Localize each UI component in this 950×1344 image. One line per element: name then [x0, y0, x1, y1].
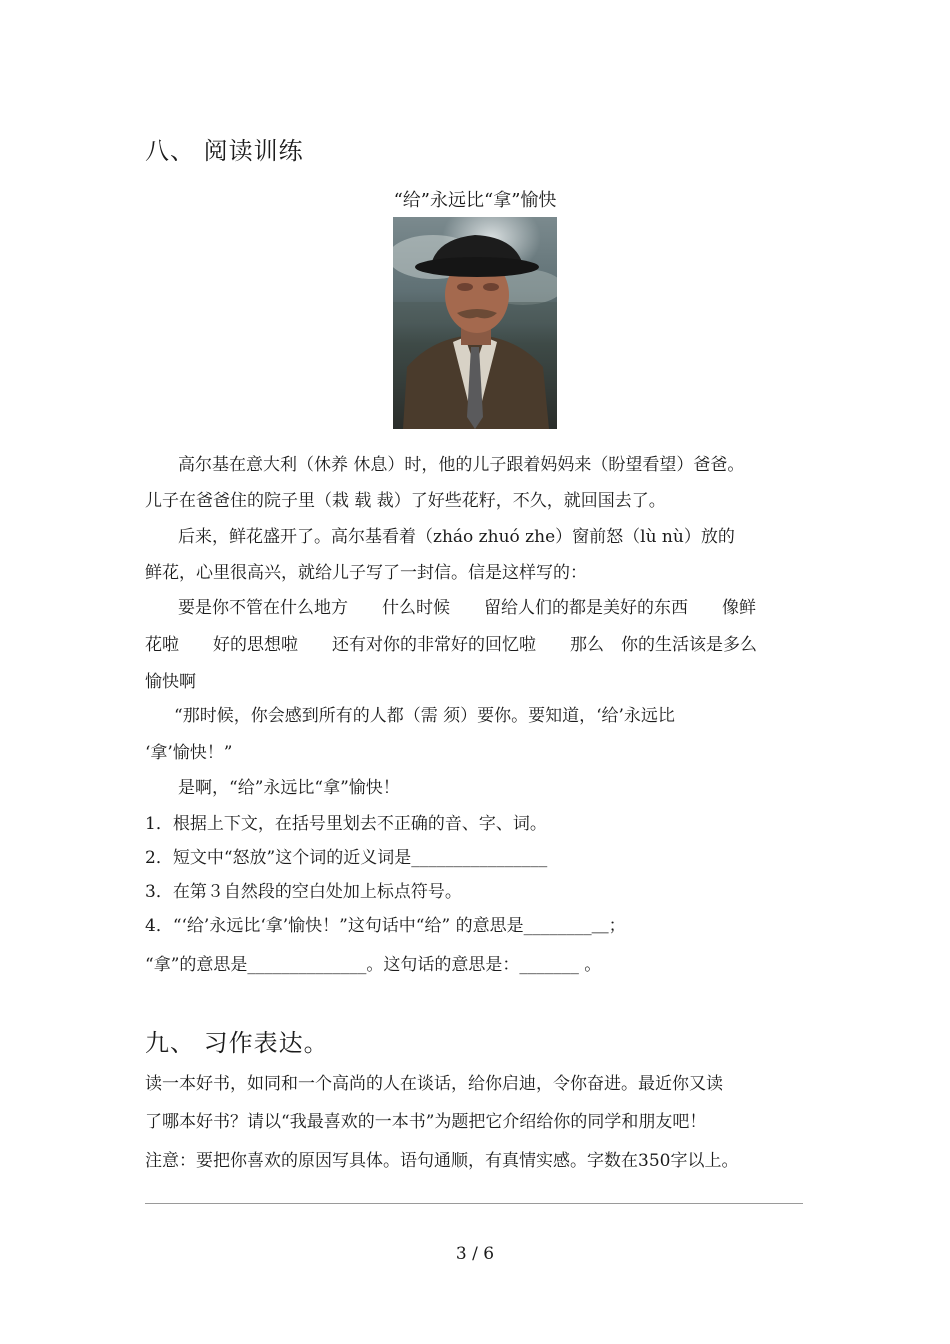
- story-paragraph: 花啦 好的思想啦 还有对你的非常好的回忆啦 那么 你的生活该是多么: [145, 635, 757, 655]
- story-paragraph: 要是你不管在什么地方 什么时候 留给人们的都是美好的东西 像鲜: [178, 598, 756, 618]
- writing-prompt-line: 注意：要把你喜欢的原因写具体。语句通顺，有真情实感。字数在350字以上。: [145, 1151, 739, 1171]
- question-4: 4．“‘给’永远比‘拿’愉快！”这句话中“给” 的意思是________＿；: [145, 916, 626, 936]
- writing-line: [145, 1203, 803, 1204]
- writing-prompt-line: 了哪本好书？请以“我最喜欢的一本书”为题把它介绍给你的同学和朋友吧！: [145, 1112, 707, 1132]
- question-1: 1．根据上下文，在括号里划去不正确的音、字、词。: [145, 814, 547, 834]
- story-paragraph: “那时候，你会感到所有的人都（需 须）要你。要知道，‘给’永远比: [174, 706, 675, 726]
- page-number: 3 / 6: [455, 1244, 495, 1264]
- question-2: 2．短文中“怒放”这个词的近义词是________________: [145, 848, 548, 868]
- story-paragraph: ‘拿’愉快！”: [145, 743, 233, 763]
- story-paragraph: 鲜花，心里很高兴，就给儿子写了一封信。信是这样写的：: [145, 563, 587, 583]
- writing-prompt-line: 读一本好书，如同和一个高尚的人在谈话，给你启迪，令你奋进。最近你又读: [145, 1074, 723, 1094]
- story-title: “给”永远比“拿”愉快: [393, 190, 557, 211]
- section-9-heading: 九、 习作表达。: [145, 1029, 329, 1057]
- section-8-heading: 八、 阅读训练: [145, 137, 304, 165]
- gorky-portrait-image: [393, 217, 557, 429]
- story-paragraph: 愉快啊: [145, 672, 196, 692]
- story-paragraph: 高尔基在意大利（休养 休息）时，他的儿子跟着妈妈来（盼望看望）爸爸。: [178, 455, 745, 475]
- story-paragraph: 儿子在爸爸住的院子里（栽 载 裁）了好些花籽，不久，就回国去了。: [145, 491, 666, 511]
- story-paragraph: 是啊，“给”永远比“拿”愉快！: [178, 778, 400, 798]
- question-3: 3．在第３自然段的空白处加上标点符号。: [145, 882, 462, 902]
- question-4-continued: “拿”的意思是______________。这句话的意思是：_______ 。: [145, 955, 602, 975]
- story-paragraph: 后来，鲜花盛开了。高尔基看着（zháo zhuó zhe）窗前怒（lù nù）放的: [178, 527, 735, 547]
